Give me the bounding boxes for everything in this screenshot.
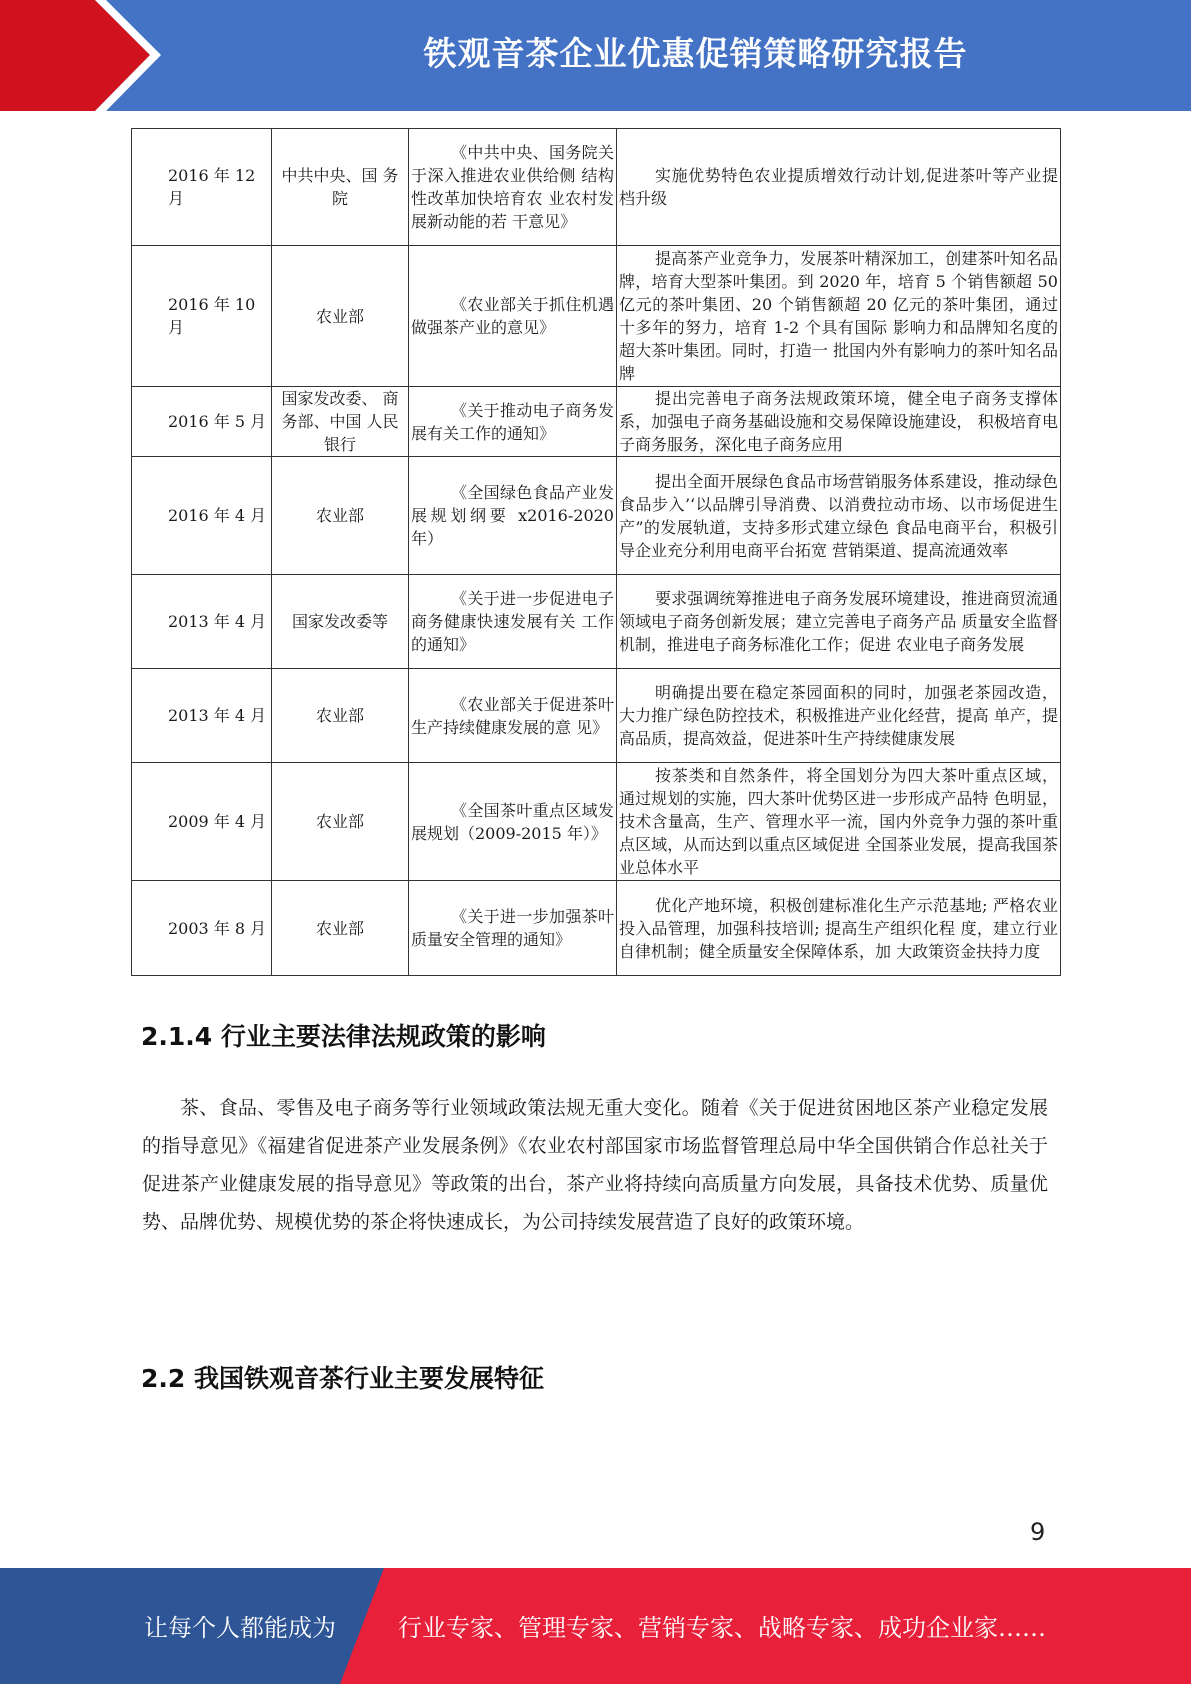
policy-document: 《全国绿色食品产业发 展规划纲要 x2016-2020 年） xyxy=(409,457,617,575)
policy-department: 农业部 xyxy=(272,881,409,976)
section-2-1-4-body: 茶、食品、零售及电子商务等行业领域政策法规无重大变化。随着《关于促进贫困地区茶产业稳定发展的指导意见》《福建省促进茶产业发展条例》《农业农村部国家市场监督管理总局中华全国供销合作总社关于促进茶产业健康发展的指导意见》等政策的出台，茶产业将持续向高质量方向发展，具备技术优势、质量优势、品牌优势、规模优势的茶企将快速成长，为公司持续发展营造了良好的政策环境。 xyxy=(142,1097,1048,1233)
header-red-chevron xyxy=(0,0,150,111)
policy-content: 提出全面开展绿色食品市场营销服务体系建设，推动绿色食品步入’‘以品牌引导消费、以消费拉动市场、以市场促进生产”的发展轨道，支持多形式建立绿色 食品电商平台，积极引导企业充分利用电商平台拓宽 营销渠道、提高流通效率 xyxy=(617,457,1061,575)
policy-content: 提高茶产业竞争力，发展茶叶精深加工，创建茶叶知名品牌，培育大型茶叶集团。到 2020 年，培育 5 个销售额超 50 亿元的茶叶集团、20 个销售额超 20 亿元的茶叶集团，通过十多年的努力，培育 1-2 个具有国际 影响力和品牌知名度的超大茶叶集团。同时，打造一 批国内外有影响力的茶叶知名品牌 xyxy=(617,246,1061,387)
footer-slogan-right: 行业专家、管理专家、营销专家、战略专家、成功企业家…… xyxy=(398,1614,1046,1642)
section-heading-2-2: 2.2 我国铁观音茶行业主要发展特征 xyxy=(141,1364,544,1393)
policy-date: 2013 年 4 月 xyxy=(132,575,272,669)
policy-content: 提出完善电子商务法规政策环境，健全电子商务支撑体系，加强电子商务基础设施和交易保障设施建设， 积极培育电子商务服务，深化电子商务应用 xyxy=(617,387,1061,457)
policy-document: 《中共中央、国务院关 于深入推进农业供给侧 结构性改革加快培育农 业农村发展新动能的若 干意见》 xyxy=(409,129,617,246)
policy-date: 2016 年 10 月 xyxy=(132,246,272,387)
table-row xyxy=(132,246,1061,387)
policy-content: 优化产地环境，积极创建标准化生产示范基地; 严格农业投入品管理，加强科技培训; 提高生产组织化程 度，建立行业自律机制；健全质量安全保障体系，加 大政策资金扶持力度 xyxy=(617,881,1061,976)
table-row xyxy=(132,881,1061,976)
table-row xyxy=(132,457,1061,575)
section-heading-2-1-4: 2.1.4 行业主要法律法规政策的影响 xyxy=(141,1022,546,1051)
policy-document: 《关于推动电子商务发 展有关工作的通知》 xyxy=(409,387,617,457)
table-row xyxy=(132,129,1061,246)
policy-department: 国家发改委等 xyxy=(272,575,409,669)
policy-department: 国家发改委、 商务部、中国 人民银行 xyxy=(272,387,409,457)
policy-content: 要求强调统筹推进电子商务发展环境建设，推进商贸流通领域电子商务创新发展；建立完善电子商务产品 质量安全监督机制，推进电子商务标准化工作；促进 农业电子商务发展 xyxy=(617,575,1061,669)
policy-document: 《关于进一步促进电子 商务健康快速发展有关 工作的通知》 xyxy=(409,575,617,669)
policy-date: 2009 年 4 月 xyxy=(132,763,272,881)
page-number: 9 xyxy=(1030,1518,1046,1546)
policy-document: 《全国茶叶重点区域发 展规划（2009-2015 年）》 xyxy=(409,763,617,881)
policy-department: 农业部 xyxy=(272,457,409,575)
table-row xyxy=(132,575,1061,669)
policy-date: 2003 年 8 月 xyxy=(132,881,272,976)
policy-date: 2013 年 4 月 xyxy=(132,669,272,763)
table-row xyxy=(132,387,1061,457)
policy-date: 2016 年 5 月 xyxy=(132,387,272,457)
policy-content: 实施优势特色农业提质增效行动计划,促进茶叶等产业提档升级 xyxy=(617,129,1061,246)
table-row xyxy=(132,669,1061,763)
policy-date: 2016 年 12 月 xyxy=(132,129,272,246)
policy-document: 《关于进一步加强茶叶 质量安全管理的通知》 xyxy=(409,881,617,976)
page-header xyxy=(0,0,1191,111)
footer-slogan-left: 让每个人都能成为 xyxy=(144,1614,336,1642)
policy-department: 农业部 xyxy=(272,669,409,763)
policy-department: 中共中央、国 务院 xyxy=(272,129,409,246)
table-row xyxy=(132,763,1061,881)
report-title: 铁观音茶企业优惠促销策略研究报告 xyxy=(423,34,968,73)
policy-document: 《农业部关于促进茶叶 生产持续健康发展的意 见》 xyxy=(409,669,617,763)
policy-table xyxy=(131,128,1061,976)
policy-content: 按茶类和自然条件，将全国划分为四大茶叶重点区域， 通过规划的实施，四大茶叶优势区进一步形成产品特 色明显，技术含量高，生产、管理水平一流，国内外竞争力强的茶叶重点区域，从而达到以重点区域促进 全国茶业发展，提高我国茶业总体水平 xyxy=(617,763,1061,881)
page-footer xyxy=(0,1568,1191,1684)
policy-date: 2016 年 4 月 xyxy=(132,457,272,575)
policy-department: 农业部 xyxy=(272,246,409,387)
policy-department: 农业部 xyxy=(272,763,409,881)
policy-document: 《农业部关于抓住机遇 做强茶产业的意见》 xyxy=(409,246,617,387)
policy-content: 明确提出要在稳定茶园面积的同时，加强老茶园改造， 大力推广绿色防控技术，积极推进产业化经营，提高 单产，提高品质，提高效益，促进茶叶生产持续健康发展 xyxy=(617,669,1061,763)
